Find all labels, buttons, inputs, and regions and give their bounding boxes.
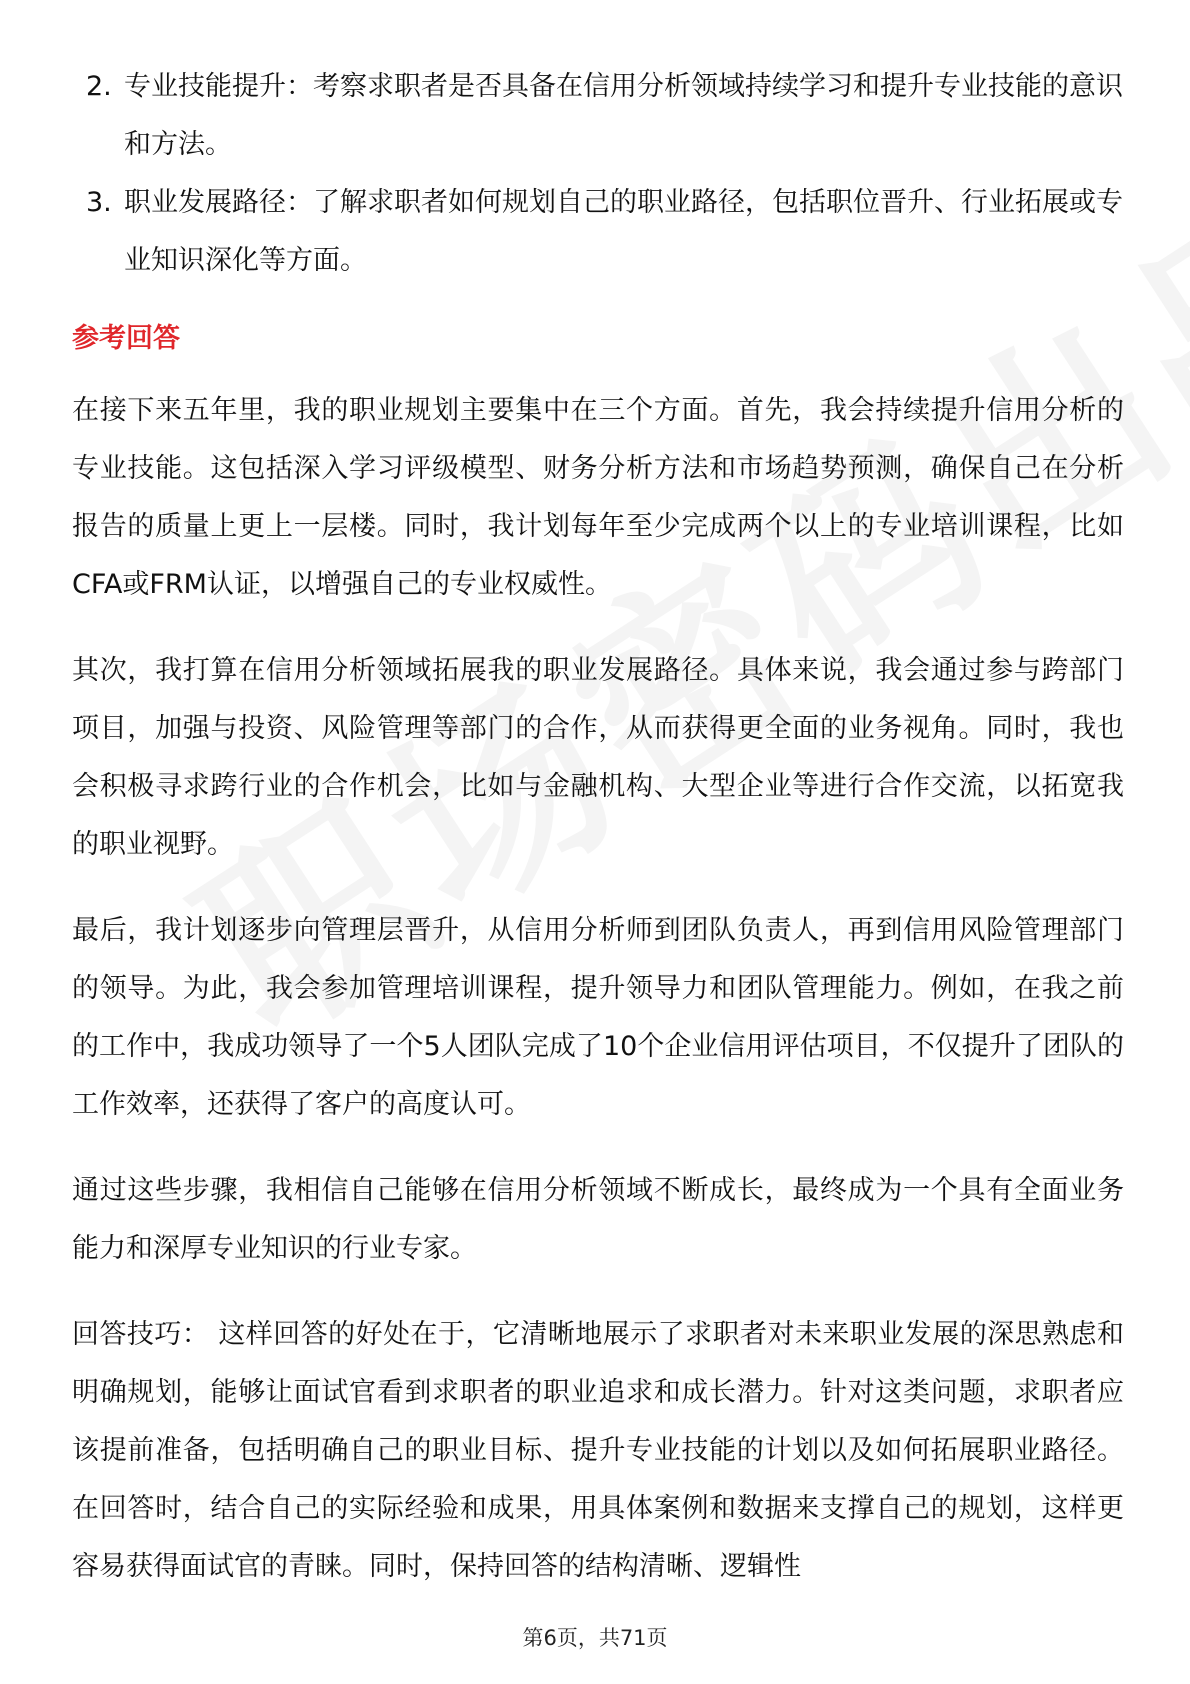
list-item-3 bbox=[72, 174, 1124, 290]
answer-tips-paragraph: 回答技巧： 这样回答的好处在于，它清晰地展示了求职者对未来职业发展的深思熟虑和明确规划，能够让面试官看到求职者的职业追求和成长潜力。针对这类问题，求职者应该提前准备，包括明确自己的职业目标、提升专业技能的计划以及如何拓展职业路径。在回答时，结合自己的实际经验和成果，用具体案例和数据来支撑自己的规划，这样更容易获得面试官的青睐。同时，保持回答的结构清晰、逻辑性 bbox=[72, 1319, 1124, 1582]
list-item-number: 3. bbox=[86, 187, 112, 218]
list-item-number: 2. bbox=[86, 71, 112, 102]
list-item-text: 职业发展路径：了解求职者如何规划自己的职业路径，包括职位晋升、行业拓展或专业知识深化等方面。 bbox=[124, 187, 1123, 276]
answer-paragraph-1: 在接下来五年里，我的职业规划主要集中在三个方面。首先，我会持续提升信用分析的专业技能。这包括深入学习评级模型、财务分析方法和市场趋势预测，确保自己在分析报告的质量上更上一层楼。同时，我计划每年至少完成两个以上的专业培训课程，比如CFA或FRM认证，以增强自己的专业权威性。 bbox=[72, 395, 1124, 600]
page-content bbox=[72, 58, 1124, 1596]
page-number-footer: 第6页，共71页 bbox=[522, 1626, 668, 1650]
section-title: 参考回答 bbox=[72, 323, 180, 354]
list-item-2 bbox=[72, 58, 1124, 174]
answer-paragraph-3: 最后，我计划逐步向管理层晋升，从信用分析师到团队负责人，再到信用风险管理部门的领导。为此，我会参加管理培训课程，提升领导力和团队管理能力。例如，在我之前的工作中，我成功领导了一个5人团队完成了10个企业信用评估项目，不仅提升了团队的工作效率，还获得了客户的高度认可。 bbox=[72, 915, 1124, 1120]
list-item-text: 专业技能提升：考察求职者是否具备在信用分析领域持续学习和提升专业技能的意识和方法。 bbox=[124, 71, 1123, 160]
answer-paragraph-2: 其次，我打算在信用分析领域拓展我的职业发展路径。具体来说，我会通过参与跨部门项目，加强与投资、风险管理等部门的合作，从而获得更全面的业务视角。同时，我也会积极寻求跨行业的合作机会，比如与金融机构、大型企业等进行合作交流，以拓宽我的职业视野。 bbox=[72, 655, 1124, 860]
answer-paragraph-4: 通过这些步骤，我相信自己能够在信用分析领域不断成长，最终成为一个具有全面业务能力和深厚专业知识的行业专家。 bbox=[72, 1175, 1124, 1264]
